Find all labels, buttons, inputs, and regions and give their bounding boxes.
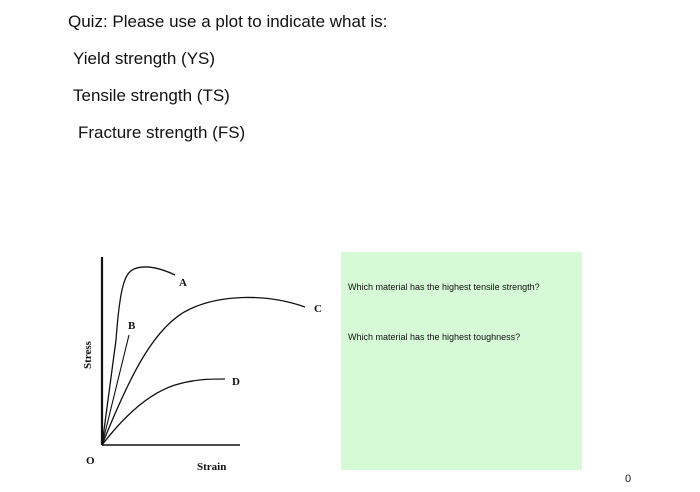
- item-tensile-strength: Tensile strength (TS): [73, 86, 230, 105]
- curve-label-b: B: [128, 320, 136, 332]
- stress-strain-figure: [60, 245, 340, 485]
- curve-label-d: D: [232, 376, 240, 388]
- question-toughness: Which material has the highest toughness?: [348, 332, 521, 342]
- curve-label-c: C: [314, 303, 322, 315]
- y-axis-label: Stress: [82, 341, 94, 369]
- item-fracture-strength: Fracture strength (FS): [78, 123, 246, 142]
- origin-label: O: [86, 455, 95, 467]
- curve-d: [102, 379, 225, 445]
- slide-title: Quiz: Please use a plot to indicate what is:: [68, 12, 388, 31]
- x-axis-label: Strain: [197, 461, 227, 473]
- curve-label-a: A: [179, 277, 187, 289]
- page-number: 0: [625, 473, 632, 485]
- question-box: [341, 252, 582, 470]
- question-tensile-strength: Which material has the highest tensile strength?: [348, 282, 540, 292]
- item-yield-strength: Yield strength (YS): [73, 49, 216, 68]
